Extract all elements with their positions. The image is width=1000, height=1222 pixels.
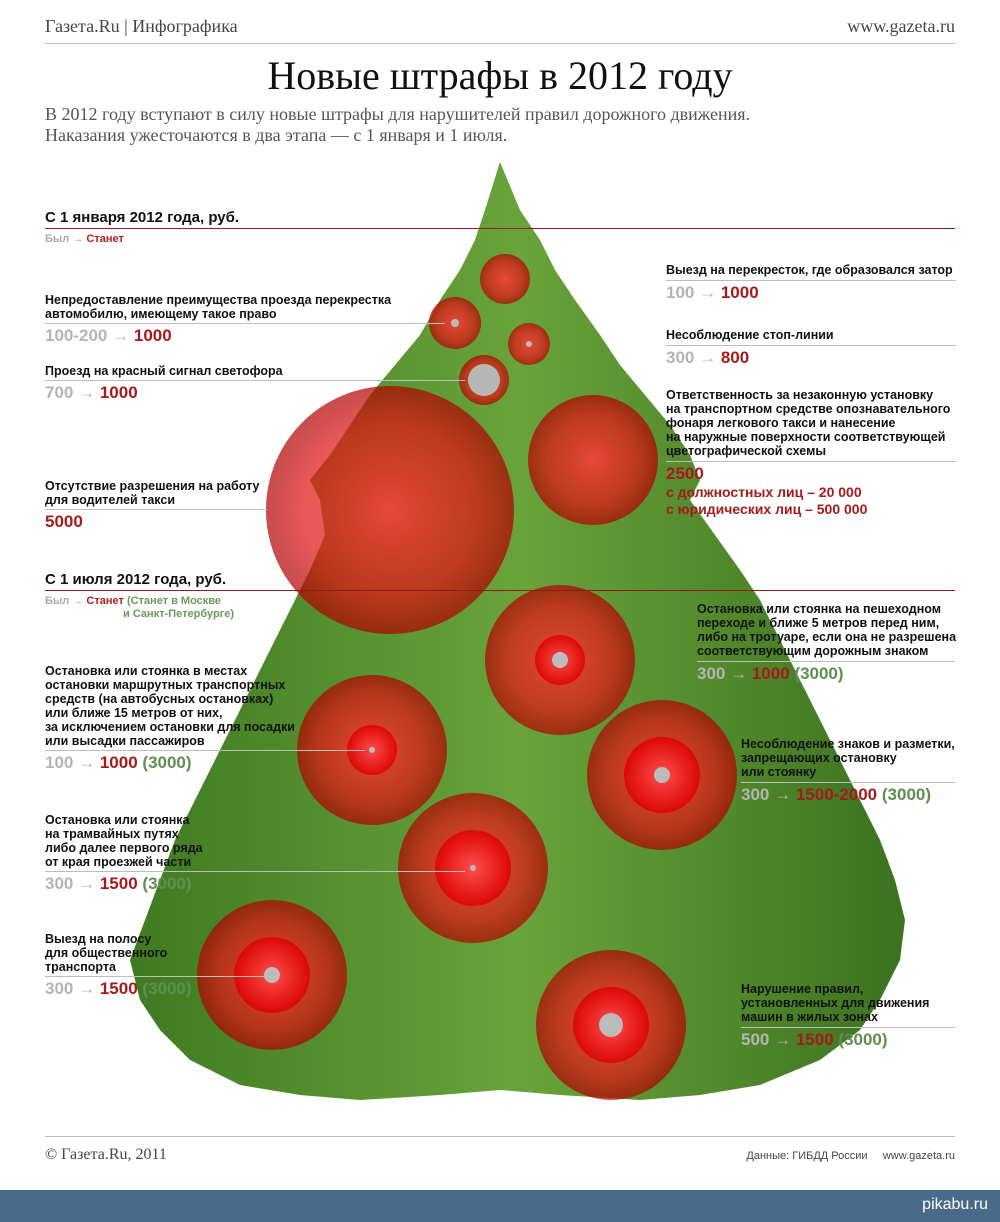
fine-tram-tracks [45, 813, 305, 894]
arrow: → [78, 383, 96, 402]
new-value: 1000 [99, 753, 138, 772]
new-value: 1500 [99, 874, 138, 893]
section1-title: С 1 января 2012 года, руб. [45, 209, 240, 226]
fine-stop-line [666, 328, 956, 368]
fine-title-line: или стоянку [741, 765, 817, 779]
fine-title-line: Ответственность за незаконную установку [666, 388, 934, 402]
old-value: 100 [45, 753, 74, 772]
data-source: Данные: ГИБДД России [746, 1150, 868, 1162]
fine-title-line: либо далее первого ряда [45, 841, 203, 855]
arrow: → [774, 785, 792, 804]
bauble-stop-line [508, 323, 550, 365]
moscow-value: (3000) [881, 785, 932, 804]
legend-will: Станет [86, 233, 124, 245]
fine-red-light [45, 364, 405, 403]
fine-title-line: для общественного [45, 946, 168, 960]
fine-no-stopping-signs [741, 737, 956, 805]
leader-line [45, 976, 270, 977]
base-value: 2500 [666, 464, 704, 483]
fine-title-line: автомобилю, имеющему такое право [45, 307, 277, 321]
fine-intersection-jam [666, 263, 956, 303]
old-value: 300 [741, 785, 770, 804]
arrow: → [112, 326, 130, 345]
new-value: 1500 [99, 979, 138, 998]
new-value: 1000 [720, 283, 759, 302]
fine-title-line: либо на тротуаре, если она не разрешена [697, 630, 957, 644]
leader-line [741, 1027, 955, 1028]
new-value: 800 [720, 348, 750, 367]
legend-was: Был [45, 233, 70, 245]
header-url[interactable]: www.gazeta.ru [847, 16, 955, 36]
old-value: 500 [741, 1030, 770, 1049]
fine-title-line: Остановка или стоянка [45, 813, 190, 827]
fine-title-line: от края проезжей части [45, 855, 192, 869]
fine-title-line: Несоблюдение знаков и разметки, [741, 737, 955, 751]
fine-title-line: или ближе 15 метров от них, [45, 706, 223, 720]
bauble-crosswalk [485, 585, 635, 735]
intro-line-2: Наказания ужесточаются в два этапа — с 1 января и 1 июля. [45, 125, 508, 145]
watermark-text[interactable]: pikabu.ru [922, 1196, 988, 1213]
fine-title-line: переходе и ближе 5 метров перед ним, [697, 616, 940, 630]
leader-line [741, 782, 955, 783]
bauble-no-stopping-signs [587, 700, 737, 850]
intro-text [45, 104, 945, 146]
fine-title-line: средств (на автобусных остановках) [45, 692, 274, 706]
section2-title: С 1 июля 2012 года, руб. [45, 571, 227, 588]
legal-entities-value: с юридических лиц – 500 000 [666, 501, 868, 517]
legend-was: Был [45, 595, 70, 607]
old-value: 300 [45, 979, 74, 998]
fine-title-line: Отсутствие разрешения на работу [45, 479, 260, 493]
fine-title-line: транспорта [45, 960, 116, 974]
leader-line [45, 509, 267, 510]
section1-legend [45, 233, 124, 246]
fine-taxi-lamp [666, 388, 956, 518]
arrow: → [78, 874, 96, 893]
fine-title-line: цветографической схемы [666, 444, 827, 458]
section1-divider [45, 228, 955, 229]
old-value: 300 [45, 874, 74, 893]
page-title: Новые штрафы в 2012 году [267, 53, 733, 98]
fine-title-line: на трамвайных путях [45, 827, 179, 841]
old-value: 100-200 [45, 326, 108, 345]
bauble-intersection-jam [480, 254, 530, 304]
fine-title-line: или высадки пассажиров [45, 734, 205, 748]
fine-title-line: Остановка или стоянка на пешеходном [697, 602, 941, 616]
fine-title-line: на транспортном средстве опознавательного [666, 402, 951, 416]
bauble-residential-zone [536, 950, 686, 1100]
officials-value: с должностных лиц – 20 000 [666, 484, 862, 500]
fine-title: Выезд на перекресток, где образовался затор [666, 263, 953, 277]
new-value: 1000 [751, 664, 790, 683]
fine-title-line: машин в жилых зонах [741, 1010, 878, 1024]
old-value: 300 [666, 348, 695, 367]
fine-title: Несоблюдение стоп-линии [666, 328, 834, 342]
footer-copyright: © Газета.Ru, 2011 [45, 1146, 167, 1163]
footer-divider [45, 1136, 955, 1137]
fine-crosswalk [697, 602, 957, 684]
header-brand: Газета.Ru | Инфографика [45, 16, 238, 36]
section2-legend [45, 595, 234, 621]
fine-title-line: установленных для движения [741, 996, 930, 1010]
fine-title-line: Выезд на полосу [45, 932, 152, 946]
fine-bus-stop [45, 664, 305, 773]
leader-line [666, 345, 956, 346]
leader-line [697, 661, 955, 662]
legend-arrow: → [72, 595, 84, 607]
new-value: 5000 [45, 512, 83, 531]
fine-title-line: Нарушение правил, [741, 982, 864, 996]
fine-right-of-way [45, 293, 405, 346]
legend-moscow: (Станет в Москве [126, 595, 222, 607]
arrow: → [78, 979, 96, 998]
footer-url[interactable]: www.gazeta.ru [882, 1150, 955, 1162]
intro-line-1: В 2012 году вступают в силу новые штрафы для нарушителей правил дорожного движения. [45, 104, 751, 124]
fine-title-line: запрещающих остановку [741, 751, 897, 765]
fine-title-line: Непредоставление преимущества проезда перекрестка [45, 293, 392, 307]
arrow: → [730, 664, 748, 683]
legend-arrow: → [72, 233, 84, 245]
leader-line [45, 323, 445, 324]
old-value: 100 [666, 283, 695, 302]
new-value: 1500-2000 [795, 785, 878, 804]
fine-taxi-permit [45, 479, 305, 532]
leader-line [45, 750, 365, 751]
moscow-value: (3000) [142, 753, 192, 772]
old-value: 300 [697, 664, 726, 683]
bauble-tram-tracks [398, 793, 548, 943]
new-value: 1000 [133, 326, 172, 345]
fine-title-line: соответствующим дорожным знаком [697, 644, 929, 658]
fine-bus-lane [45, 932, 245, 999]
bauble-taxi-lamp [528, 395, 658, 525]
legend-moscow-line2: и Санкт-Петербурге) [123, 608, 235, 620]
moscow-value: (3000) [142, 874, 192, 893]
fine-title: Проезд на красный сигнал светофора [45, 364, 283, 378]
moscow-value: (3000) [142, 979, 192, 998]
moscow-value: (3000) [838, 1030, 888, 1049]
arrow: → [78, 753, 96, 772]
fine-title-line: остановки маршрутных транспортных [45, 678, 286, 692]
fine-title-line: фонаря легкового такси и нанесение [666, 416, 896, 430]
old-value: 700 [45, 383, 74, 402]
section2-divider [45, 590, 955, 591]
leader-line [45, 380, 465, 381]
bauble-red-light [459, 355, 509, 405]
legend-will: Станет [86, 595, 124, 607]
arrow: → [699, 348, 717, 367]
arrow: → [774, 1030, 792, 1049]
fine-title-line: Остановка или стоянка в местах [45, 664, 248, 678]
moscow-value: (3000) [794, 664, 844, 683]
footer-source [746, 1150, 955, 1162]
new-value: 1000 [99, 383, 138, 402]
arrow: → [699, 283, 717, 302]
fine-title-line: для водителей такси [45, 493, 176, 507]
fine-title-line: на наружные поверхности соответствующей [666, 430, 946, 444]
leader-line [45, 871, 465, 872]
fine-residential-zone [741, 982, 956, 1050]
leader-line [666, 280, 956, 281]
watermark-bar [0, 1190, 1000, 1222]
new-value: 1500 [795, 1030, 834, 1049]
leader-line [666, 461, 956, 462]
header-divider [45, 43, 955, 44]
fine-title-line: за исключением остановки для посадки [45, 720, 295, 734]
